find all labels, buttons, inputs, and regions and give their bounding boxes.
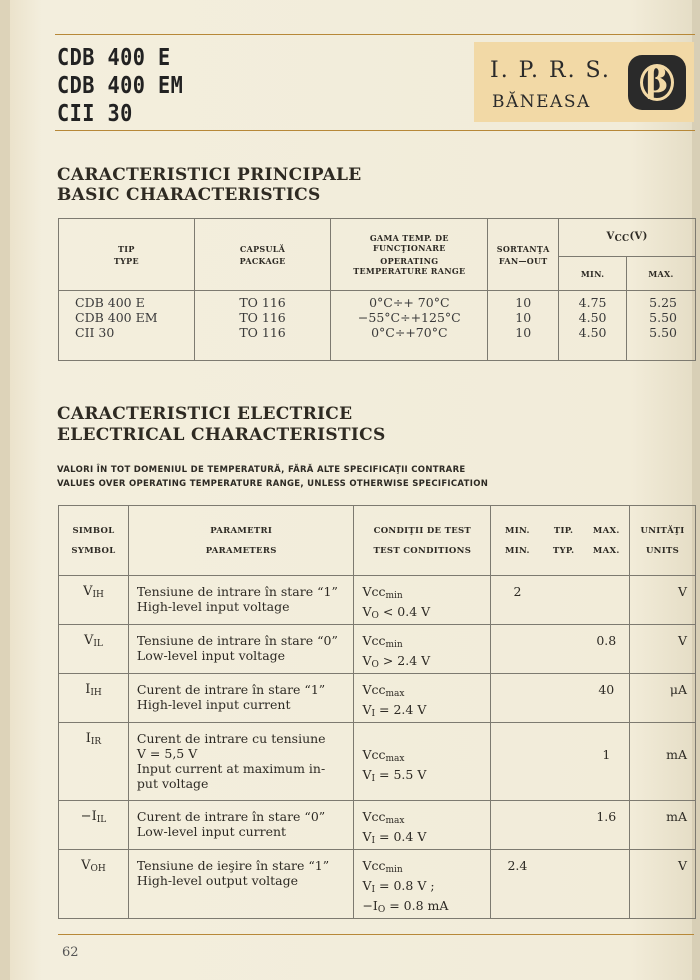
footer-rule — [58, 934, 694, 935]
header-fanout-ro: SORTANŢA — [496, 243, 550, 254]
electrical-characteristics-table — [58, 505, 696, 919]
min-cell — [491, 625, 544, 674]
vcc-min-cell: 4.50 — [578, 310, 607, 325]
min-cell — [491, 801, 544, 850]
max-cell — [584, 850, 630, 919]
param-ro: Curent de intrare cu tensiune — [136, 731, 326, 746]
header-temp-en-2: TEMPERATURE RANGE — [353, 266, 466, 276]
unit-cell: μA — [630, 674, 696, 723]
parameter-cell — [128, 801, 354, 850]
vcc-min-column — [559, 291, 627, 361]
header-fanout — [488, 219, 559, 291]
unit-cell: mA — [630, 723, 696, 801]
conditions-note-ro: VALORI ÎN TOT DOMENIUL DE TEMPERATURĂ, FĂRĂ ALTE SPECIFICAŢII CONTRARE — [57, 465, 466, 475]
typ-cell — [544, 576, 584, 625]
param-en: Low-level input voltage — [136, 648, 286, 663]
condition-cell: Vcc$_{max}$ $V_I = 2.4$ V — [354, 674, 491, 723]
page-number: 62 — [62, 945, 79, 960]
header-min — [491, 506, 544, 576]
condition-cell: Vcc$_{max}$ $V_I = 0.4$ V — [354, 801, 491, 850]
table-row — [59, 576, 696, 625]
header-package — [194, 219, 331, 291]
min-cell: 2.4 — [491, 850, 544, 919]
header-vcc-symbol: V — [606, 230, 615, 242]
header-vcc-min: MIN. — [559, 257, 627, 291]
basic-characteristics-table — [58, 218, 696, 361]
temp-cell: 0°C÷+ 70°C — [369, 295, 450, 310]
condition-cell: Vcc$_{min}$ $V_O > 2.4$ V — [354, 625, 491, 674]
unit-cell: mA — [630, 801, 696, 850]
vcc-min-cell: 4.50 — [578, 325, 607, 340]
vcc-max-cell: 5.25 — [649, 295, 677, 310]
table-row — [59, 723, 696, 801]
header-vcc-sub: CC — [614, 233, 630, 244]
symbol-cell: $I_{IR}$ — [59, 723, 129, 801]
param-en: High-level input voltage — [136, 599, 290, 614]
param-en-2: put voltage — [136, 776, 209, 791]
electrical-title-en: ELECTRICAL CHARACTERISTICS — [57, 425, 386, 445]
header-symbol-en: SYMBOL — [71, 545, 116, 556]
header-symbol-ro: SIMBOL — [72, 525, 115, 536]
param-ro: Curent de intrare în stare “0” — [136, 809, 326, 824]
typ-cell — [544, 674, 584, 723]
fanout-cell: 10 — [515, 310, 532, 325]
temp-cell: 0°C÷+70°C — [371, 325, 448, 340]
table-row — [59, 625, 696, 674]
electrical-title-ro: CARACTERISTICI ELECTRICE — [57, 404, 353, 424]
page-spine-shadow — [0, 0, 10, 980]
basic-title-en: BASIC CHARACTERISTICS — [57, 185, 321, 205]
type-column — [59, 291, 195, 361]
header-min-en: MIN. — [505, 545, 530, 556]
header-symbol — [59, 506, 129, 576]
header-temp-en-1: OPERATING — [380, 256, 439, 266]
header-type-en: TYPE — [113, 255, 139, 266]
param-en: High-level output voltage — [136, 873, 299, 888]
param-en: Low-level input current — [136, 824, 287, 839]
header-fanout-en: FAN—OUT — [498, 255, 548, 266]
min-cell — [491, 723, 544, 801]
header-temp-ro-1: GAMA TEMP. DE — [369, 233, 449, 243]
header-typ-en: TYP. — [552, 545, 575, 556]
logo-letter: β — [645, 61, 669, 101]
header-vcc-max: MAX. — [627, 257, 696, 291]
header-package-ro: CAPSULĂ — [239, 243, 286, 254]
header-param-ro: PARAMETRI — [210, 525, 273, 536]
header-bottom-rule — [55, 130, 695, 131]
package-cell: TO 116 — [239, 310, 286, 325]
table-row — [59, 850, 696, 919]
conditions-note-en: VALUES OVER OPERATING TEMPERATURE RANGE, UNLESS OTHERWISE SPECIFICATION — [57, 479, 489, 489]
param-ro: Curent de intrare în stare “1” — [136, 682, 326, 697]
symbol-cell: $V_{IH}$ — [59, 576, 129, 625]
header-param-en: PARAMETERS — [205, 545, 277, 556]
header-type-ro: TIP — [118, 243, 135, 254]
model-name: CII 30 — [57, 101, 133, 127]
symbol-cell: $V_{OH}$ — [59, 850, 129, 919]
header-max — [584, 506, 630, 576]
model-list — [57, 44, 200, 128]
param-ro: Tensiune de intrare în stare “0” — [136, 633, 338, 648]
type-cell: CDB 400 E — [75, 295, 145, 310]
package-cell: TO 116 — [239, 325, 286, 340]
header-parameters — [128, 506, 354, 576]
parameter-cell — [128, 576, 354, 625]
symbol-cell: $V_{IL}$ — [59, 625, 129, 674]
vcc-max-cell: 5.50 — [649, 325, 677, 340]
param-en: High-level input current — [136, 697, 291, 712]
header-vcc-unit: (V) — [629, 230, 648, 242]
symbol-cell: $-I_{IL}$ — [59, 801, 129, 850]
header-top-rule — [55, 34, 695, 35]
header-vcc — [559, 219, 696, 257]
unit-cell: V — [630, 625, 696, 674]
header-max-en: MAX. — [592, 545, 620, 556]
fanout-column — [488, 291, 559, 361]
fanout-cell: 10 — [515, 325, 532, 340]
max-cell: 0.8 — [584, 625, 630, 674]
min-cell: 2 — [491, 576, 544, 625]
max-cell: 1 — [584, 723, 630, 801]
header-temp-ro-2: FUNCŢIONARE — [373, 243, 446, 253]
vcc-max-column — [627, 291, 696, 361]
unit-cell: V — [630, 576, 696, 625]
table-row — [59, 801, 696, 850]
header-type — [59, 219, 195, 291]
header-units — [630, 506, 696, 576]
manufacturer-location: BĂNEASA — [492, 92, 591, 112]
header-typ — [544, 506, 584, 576]
symbol-cell: $I_{IH}$ — [59, 674, 129, 723]
type-cell: CDB 400 EM — [75, 310, 158, 325]
condition-cell: Vcc$_{max}$ $V_I = 5.5$ V — [354, 723, 491, 801]
vcc-min-cell: 4.75 — [578, 295, 607, 310]
package-column — [194, 291, 331, 361]
manufacturer-name: I. P. R. S. — [490, 58, 611, 83]
header-units-en: UNITS — [645, 545, 680, 556]
table-row — [59, 674, 696, 723]
header-cond-ro: CONDIŢII DE TEST — [373, 525, 472, 536]
basic-data-row — [59, 291, 696, 361]
package-cell: TO 116 — [239, 295, 286, 310]
parameter-cell — [128, 723, 354, 801]
param-ro-2: V = 5,5 V — [136, 746, 198, 761]
max-cell: 40 — [584, 674, 630, 723]
header-package-en: PACKAGE — [239, 255, 286, 266]
header-temp-range — [331, 219, 488, 291]
typ-cell — [544, 625, 584, 674]
condition-cell: Vcc$_{min}$ $V_O < 0.4$ V — [354, 576, 491, 625]
header-units-ro: UNITĂŢI — [640, 525, 685, 536]
header-typ-ro: TIP. — [553, 525, 574, 536]
typ-cell — [544, 801, 584, 850]
param-ro: Tensiune de intrare în stare “1” — [136, 584, 338, 599]
type-cell: CII 30 — [75, 325, 115, 340]
basic-title-ro: CARACTERISTICI PRINCIPALE — [57, 165, 362, 185]
param-ro: Tensiune de ieşire în stare “1” — [136, 858, 330, 873]
typ-cell — [544, 723, 584, 801]
unit-cell: V — [630, 850, 696, 919]
parameter-cell — [128, 850, 354, 919]
fanout-cell: 10 — [515, 295, 532, 310]
typ-cell — [544, 850, 584, 919]
model-name: CDB 400 E — [57, 45, 171, 71]
header-conditions — [354, 506, 491, 576]
header-min-ro: MIN. — [505, 525, 530, 536]
model-name: CDB 400 EM — [57, 73, 184, 99]
param-en: Input current at maximum in- — [136, 761, 326, 776]
parameter-cell — [128, 674, 354, 723]
vcc-max-cell: 5.50 — [649, 310, 677, 325]
header-cond-en: TEST CONDITIONS — [373, 545, 472, 556]
manufacturer-logo-icon — [628, 55, 686, 110]
electrical-header-row — [59, 506, 696, 576]
temp-column — [331, 291, 488, 361]
min-cell — [491, 674, 544, 723]
header-max-ro: MAX. — [592, 525, 620, 536]
temp-cell: −55°C÷+125°C — [357, 310, 461, 325]
condition-cell: Vcc$_{min}$ $V_I = 0.8$ V ; $-I_O = 0.8$ mA — [354, 850, 491, 919]
max-cell: 1.6 — [584, 801, 630, 850]
max-cell — [584, 576, 630, 625]
parameter-cell — [128, 625, 354, 674]
